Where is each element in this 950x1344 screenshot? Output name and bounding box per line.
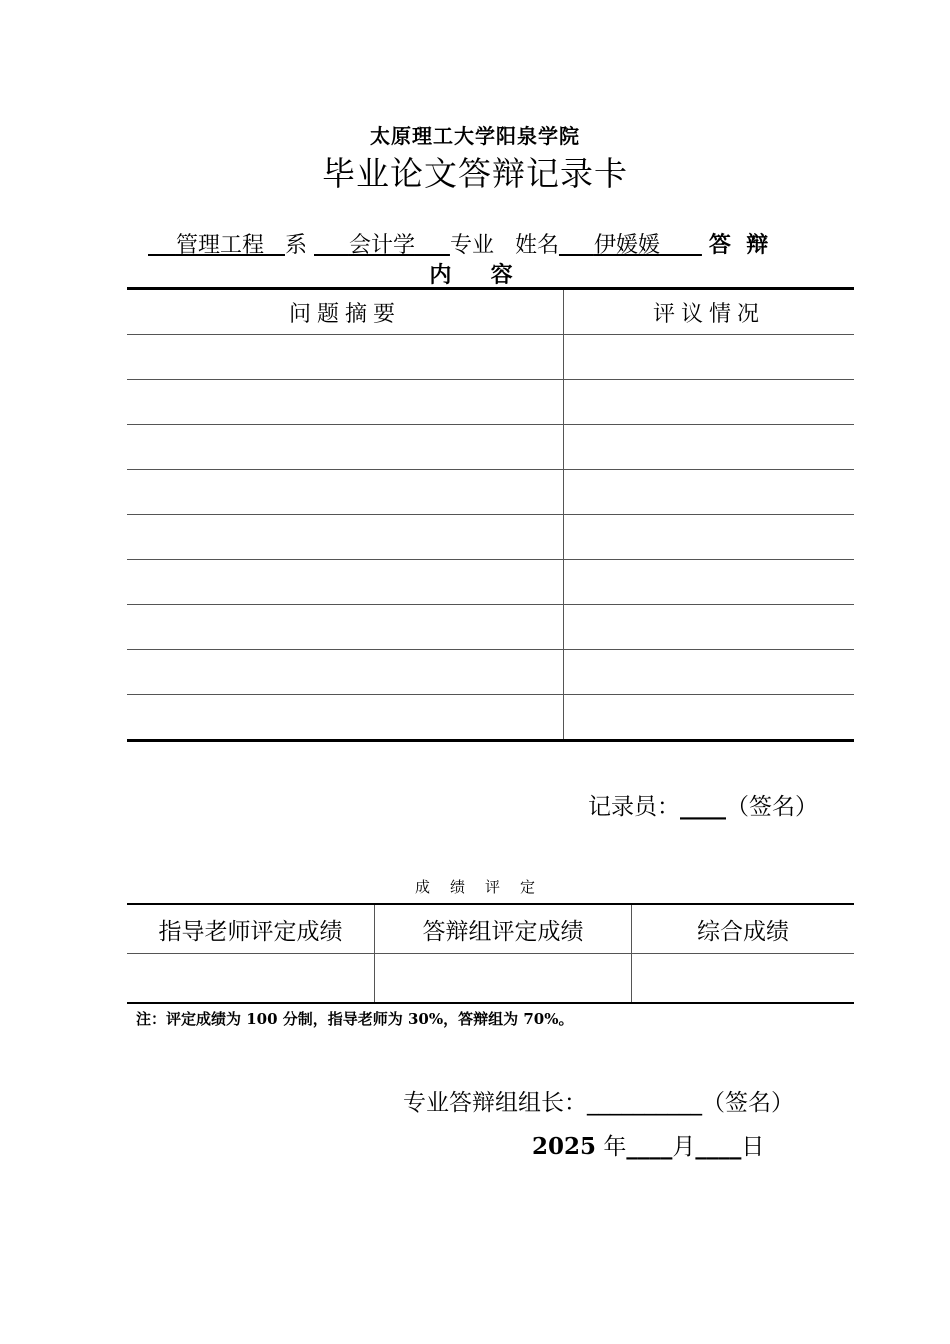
table-row (127, 650, 854, 695)
leader-signature (403, 1084, 794, 1117)
advisor-grade-header: 指导老师评定成绩 (127, 904, 375, 954)
overall-grade-cell[interactable] (632, 954, 855, 1004)
qa-table (127, 287, 854, 742)
school-name: 太原理工大学阳泉学院 (370, 124, 580, 148)
overall-grade-header: 综合成绩 (632, 904, 855, 954)
comment-cell[interactable] (564, 560, 855, 605)
grading-note: 注：评定成绩为 100 分制，指导老师为 30%，答辩组为 70%。 (136, 1010, 574, 1028)
qa-header-comment: 评议情况 (564, 289, 855, 335)
question-cell[interactable] (127, 380, 564, 425)
table-row (127, 470, 854, 515)
name-value: 伊媛媛 (593, 233, 660, 258)
comment-cell[interactable] (564, 695, 855, 741)
recorder-label: 记录员： (588, 794, 680, 820)
table-row (127, 605, 854, 650)
department-value: 管理工程 (175, 233, 264, 258)
name-label: 姓名 (514, 233, 559, 258)
qa-header-row (127, 289, 854, 335)
panel-grade-cell[interactable] (375, 954, 632, 1004)
comment-cell[interactable] (564, 470, 855, 515)
panel-grade-header: 答辩组评定成绩 (375, 904, 632, 954)
advisor-grade-cell[interactable] (127, 954, 375, 1004)
table-row (127, 695, 854, 741)
question-cell[interactable] (127, 605, 564, 650)
leader-label: 专业答辩组组长： (403, 1090, 587, 1116)
grade-value-row (127, 954, 854, 1004)
day-blank[interactable]: ____ (695, 1133, 742, 1160)
qa-header-question: 问题摘要 (127, 289, 564, 335)
year-value: 2025 (532, 1133, 597, 1160)
comment-cell[interactable] (564, 605, 855, 650)
year-unit: 年 (603, 1134, 627, 1160)
question-cell[interactable] (127, 515, 564, 560)
comment-cell[interactable] (564, 425, 855, 470)
question-cell[interactable] (127, 560, 564, 605)
table-row (127, 380, 854, 425)
major-value: 会计学 (348, 233, 415, 258)
comment-cell[interactable] (564, 380, 855, 425)
table-row (127, 425, 854, 470)
day-unit: 日 (741, 1134, 765, 1160)
question-cell[interactable] (127, 650, 564, 695)
comment-cell[interactable] (564, 515, 855, 560)
month-blank[interactable]: ____ (626, 1133, 673, 1160)
content-label: 内 容 (429, 263, 521, 288)
leader-blank[interactable]: __________ (587, 1090, 702, 1116)
recorder-signature (588, 788, 818, 821)
table-row (127, 335, 854, 380)
recorder-blank[interactable]: ____ (680, 794, 726, 820)
table-row (127, 560, 854, 605)
comment-cell[interactable] (564, 335, 855, 380)
date-line (532, 1128, 764, 1161)
comment-cell[interactable] (564, 650, 855, 695)
student-info-line (148, 228, 768, 259)
recorder-sign-note: （签名） (726, 794, 818, 820)
table-row (127, 515, 854, 560)
department-suffix: 系 (284, 233, 307, 258)
page-title: 毕业论文答辩记录卡 (322, 154, 628, 193)
grade-table (127, 903, 854, 1004)
question-cell[interactable] (127, 695, 564, 741)
month-unit: 月 (672, 1134, 696, 1160)
question-cell[interactable] (127, 335, 564, 380)
question-cell[interactable] (127, 470, 564, 515)
major-suffix: 专业 (449, 233, 494, 258)
leader-sign-note: （签名） (702, 1090, 794, 1116)
defense-label: 答 辩 (708, 233, 769, 258)
grade-section-title: 成绩评定 (414, 878, 555, 896)
question-cell[interactable] (127, 425, 564, 470)
grade-header-row (127, 904, 854, 954)
